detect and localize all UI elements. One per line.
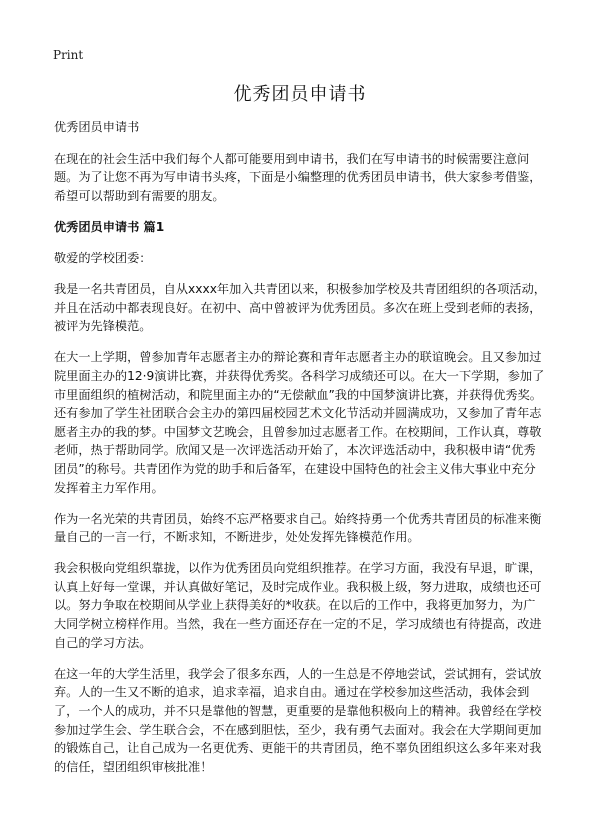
body-paragraph: 我是一名共青团员，自从xxxx年加入共青团以来，积极参加学校及共青团组织的各项活动，并且在活动中都表现良好。在初中、高中曾被评为优秀团员。多次在班上受到老师的表扬，被评为先锋模范。 — [54, 282, 546, 334]
body-paragraph: 在大一上学期，曾参加青年志愿者主办的辩论赛和青年志愿者主办的联谊晚会。且又参加过院里面主办的12·9演讲比赛，并获得优秀奖。各科学习成绩还可以。在大一下学期，参加了市里面组织的植树活动，和院里面主办的“无偿献血”我的中国梦演讲比赛，并获得优秀奖。还有参加了学生社团联合会主办的第四届校园艺术文化节活动并圆满成功，又参加了青年志愿者主办的我的梦。中国梦文艺晚会，且曾参加过志愿者工作。在校期间，工作认真，尊敬老师，热于帮助同学。欣闻又是一次评选活动开始了，本次评选活动中，我积极申请“优秀团员”的称号。共青团作为党的助手和后备军，在建设中国特色的社会主义伟大事业中充分发挥着主力军作用。 — [54, 350, 545, 495]
document-title: 优秀团员申请书 — [233, 84, 367, 105]
intro-paragraph: 在现在的社会生活中我们每个人都可能要用到申请书，我们在写申请书的时候需要注意问题。为了让您不再为写申请书头疼，下面是小编整理的优秀团员申请书，供大家参考借鉴，希望可以帮助到有需要的朋友。 — [54, 151, 542, 203]
body-paragraph: 我会积极向党组织靠拢，以作为优秀团员向党组织推荐。在学习方面，我没有早退，旷课，认真上好每一堂课，并认真做好笔记，及时完成作业。我积极上级，努力进取，成绩也还可以。努力争取在校期间从学业上获得美好的*收获。在以后的工作中，我将更加努力，为广大同学树立榜样作用。当然，我在一些方面还存在一定的不足，学习成绩也有待提高，改进自己的学习方法。 — [54, 561, 542, 650]
salutation: 敬爱的学校团委： — [54, 250, 152, 265]
print-link[interactable]: Print — [53, 48, 84, 62]
section-heading: 优秀团员申请书 篇1 — [54, 219, 165, 234]
body-paragraph: 作为一名光荣的共青团员，始终不忘严格要求自己。始终持勇一个优秀共青团员的标准来衡量自己的一言一行，不断求知，不断进步，处处发挥先锋模范作用。 — [54, 511, 542, 545]
document-subtitle: 优秀团员申请书 — [54, 120, 140, 134]
document-body — [54, 118, 546, 789]
body-paragraph: 在这一年的大学生活里，我学会了很多东西，人的一生总是不停地尝试，尝试拥有，尝试放弃。人的一生又不断的追求，追求幸福，追求自由。通过在学校参加这些活动，我体会到了，一个人的成功，并不只是靠他的智慧，更重要的是靠他积极向上的精神。我曾经在学校参加过学生会、学生联合会，不在感到胆怯，至少，我有勇气去面对。我会在大学期间更加的锻炼自己，让自己成为一名更优秀、更能干的共青团员，绝不辜负团组织这么多年来对我的信任，望团组织审核批准！ — [54, 666, 542, 774]
